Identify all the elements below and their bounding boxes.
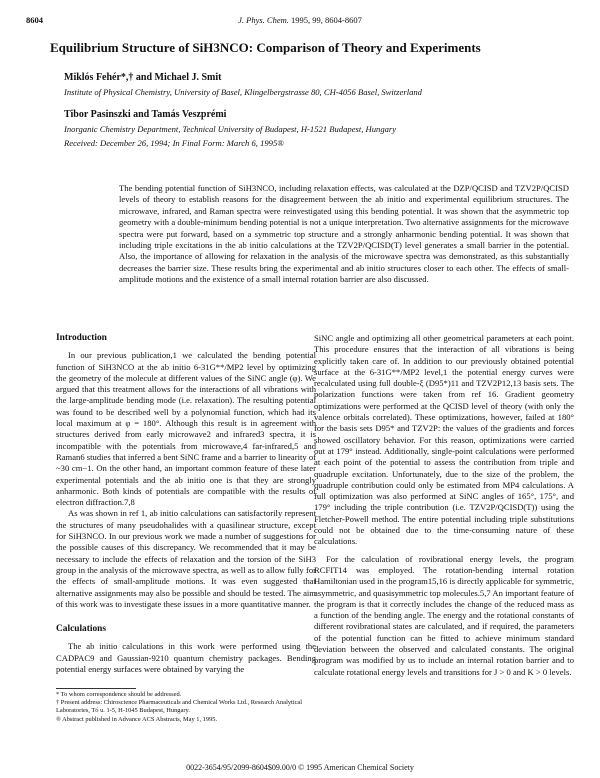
journal-volume-pages: 1995, 99, 8604-8607 [291, 15, 362, 25]
journal-name: J. Phys. Chem. [238, 15, 289, 25]
authors-group-1: Miklós Fehér*,† and Michael J. Smit [64, 72, 222, 83]
abstract: The bending potential function of SiH3NCO, including relaxation effects, was calculated at the DZP/QCISD and TZV2P/QCISD levels of theory to establish reasons for the disagreement between the ab initio and experimental equilibrium structures. The microwave, infrared, and Raman spectra were reinvestigated using this bending potential. It was shown that the asymmetric top geometry with a double-minimum bending potential is not a unique interpretation. Two alternative assignments for the microwave spectra were put forward, based on a symmetric top structure and a strongly anharmonic bending potential. It was shown that including triple excitations in the ab initio calculations at the TZV2P/QCISD(T) level generates a small barrier in the potential. Also, the importance of allowing for relaxation in the analysis of the microwave spectra was demonstrated, as this substantially decreases the barrier size. These results bring the experimental and ab initio structures closer to each other. The effects of small-amplitude motions and the existence of a small internal rotation barrier are also discussed. [119, 183, 569, 285]
affiliation-2: Inorganic Chemistry Department, Technical University of Budapest, H-1521 Budapest, Hungary [64, 124, 397, 134]
section-heading-calculations: Calculations [56, 624, 107, 635]
affiliation-1: Institute of Physical Chemistry, University of Basel, Klingelbergstrasse 80, CH-4056 Basel, Switzerland [64, 87, 422, 97]
journal-citation [26, 14, 574, 26]
intro-paragraph-2: As was shown in ref 1, ab initio calculations can satisfactorily represent the structures of many pseudohalides with a quasilinear structure, except for SiH3NCO. In our previous work we made a number of suggestions for the possible causes of this discrepancy. We recommended that it may be necessary to include the effects of relaxation and the torsion of the SiH3 group in the analysis of the microwave spectra, as well as to allow fully for the effects of small-amplitude motions. It was even suggested that alternative assignments may also be possible and should be tested. The aim of this work was to investigate these issues in a more quantitative manner. [56, 508, 316, 609]
footnote-correspondence: * To whom correspondence should be addressed. [56, 691, 182, 698]
paper-title: Equilibrium Structure of SiH3NCO: Comparison of Theory and Experiments [50, 40, 481, 55]
intro-paragraph-1: In our previous publication,1 we calculated the bending potential function of SiH3NCO at the ab initio 6-31G**/MP2 level by optimizing the geometry of the molecule at different values of the SiNC angle (φ). We argued that this treatment allows for the interactions of all vibrations with the large-amplitude bending mode (i.e. relaxation). The resulting potential was found to be described well by a polynomial function, which had its local maximum at φ = 180°. Although this result is in agreement with structures derived from early microwave2 and infrared3 spectra, it is incompatible with the potentials from microwave,4 far-infrared,5 and Raman6 studies that inferred a bent SiNC frame and a barrier to linearity of ~30 cm−1. On the other hand, an important common feature of these later experimental potentials and the ab initio one is that they are strongly anharmonic. Both kinds of potentials are compatible with the results of electron diffraction.7,8 [56, 350, 316, 508]
footnote-abstract-published: ® Abstract published in Advance ACS Abstracts, May 1, 1995. [56, 715, 218, 723]
calculations-paragraph-3: For the calculation of rovibrational energy levels, the program RCFIT14 was employed. The rotation-bending internal rotation Hamiltonian used in the program15,16 is directly applicable for symmetric, asymmetric, and quasisymmetric top molecules.5,7 An important feature of the program is that it correctly includes the change of the reduced mass as a function of the bending angle. The energy and the rotational constants of different rovibrational states are calculated, and if required, the parameters of the potential function can be fitted to achieve minimum standard deviation between the observed and calculated constants. The original program was modified by us to include an internal rotation barrier and to calculate rotational energy levels and transitions for J > 0 and K > 0 levels. [314, 553, 574, 677]
right-column [314, 333, 574, 678]
copyright-line: 0022-3654/95/2099-8604$09.00/0 © 1995 American Chemical Society [186, 763, 414, 772]
footnotes [56, 691, 316, 724]
calculations-paragraph-2: SiNC angle and optimizing all other geometrical parameters at each point. This procedure ensures that the interaction of all vibrations is being explicitly taken care of. In addition to our previously obtained potential surface at the 6-31G**/MP2 level,1 the potential energy curves were recalculated using full double-ξ (D95*)11 and TZV2P12,13 basis sets. The polarization functions were taken from ref 16. Gradient geometry optimizations were performed at the QCISD level of theory (with only the valence orbitals correlated). These optimizations, however, failed at 180° for the basis sets D95* and TZV2P: the values of the gradients and forces showed oscillatory behavior. For this reason, optimizations were carried out at 179° instead. Additionally, single-point calculations were performed at each point of the potential to assess the contribution from triple and quadruple excitation. Unfortunately, due to the size of the problem, the quadruple contribution could only be estimated from MP4 calculations. A full optimization was also performed at SiNC angles of 165°, 175°, and 179° including the triple contribution (i.e. TZV2P/QCISD(T)) using the Fletcher-Powell method. The entire potential including triple substitutions could not be obtained due to the time-consuming nature of these calculations. [314, 333, 574, 547]
footnote-present-address: † Present address: Chiroscience Pharmaceuticals and Chemical Works Ltd., Research Analytical Laboratories, Tó u. 1-5, H-1045 Budapest, Hungary. [56, 699, 303, 715]
section-gap [56, 610, 316, 624]
section-heading-introduction: Introduction [56, 333, 107, 343]
left-column [56, 333, 316, 675]
authors-group-2: Tibor Pasinszki and Tamás Veszprémi [64, 109, 227, 120]
running-header [26, 14, 574, 26]
footnote-rule [56, 688, 136, 689]
calculations-paragraph-1: The ab initio calculations in this work were performed using the CADPAC9 and Gaussian-9210 quantum chemistry packages. Bending potential energy surfaces were obtained by varying the [56, 641, 316, 675]
page-number: 8604 [26, 15, 43, 25]
received-dates: Received: December 26, 1994; In Final Form: March 6, 1995® [64, 138, 284, 148]
